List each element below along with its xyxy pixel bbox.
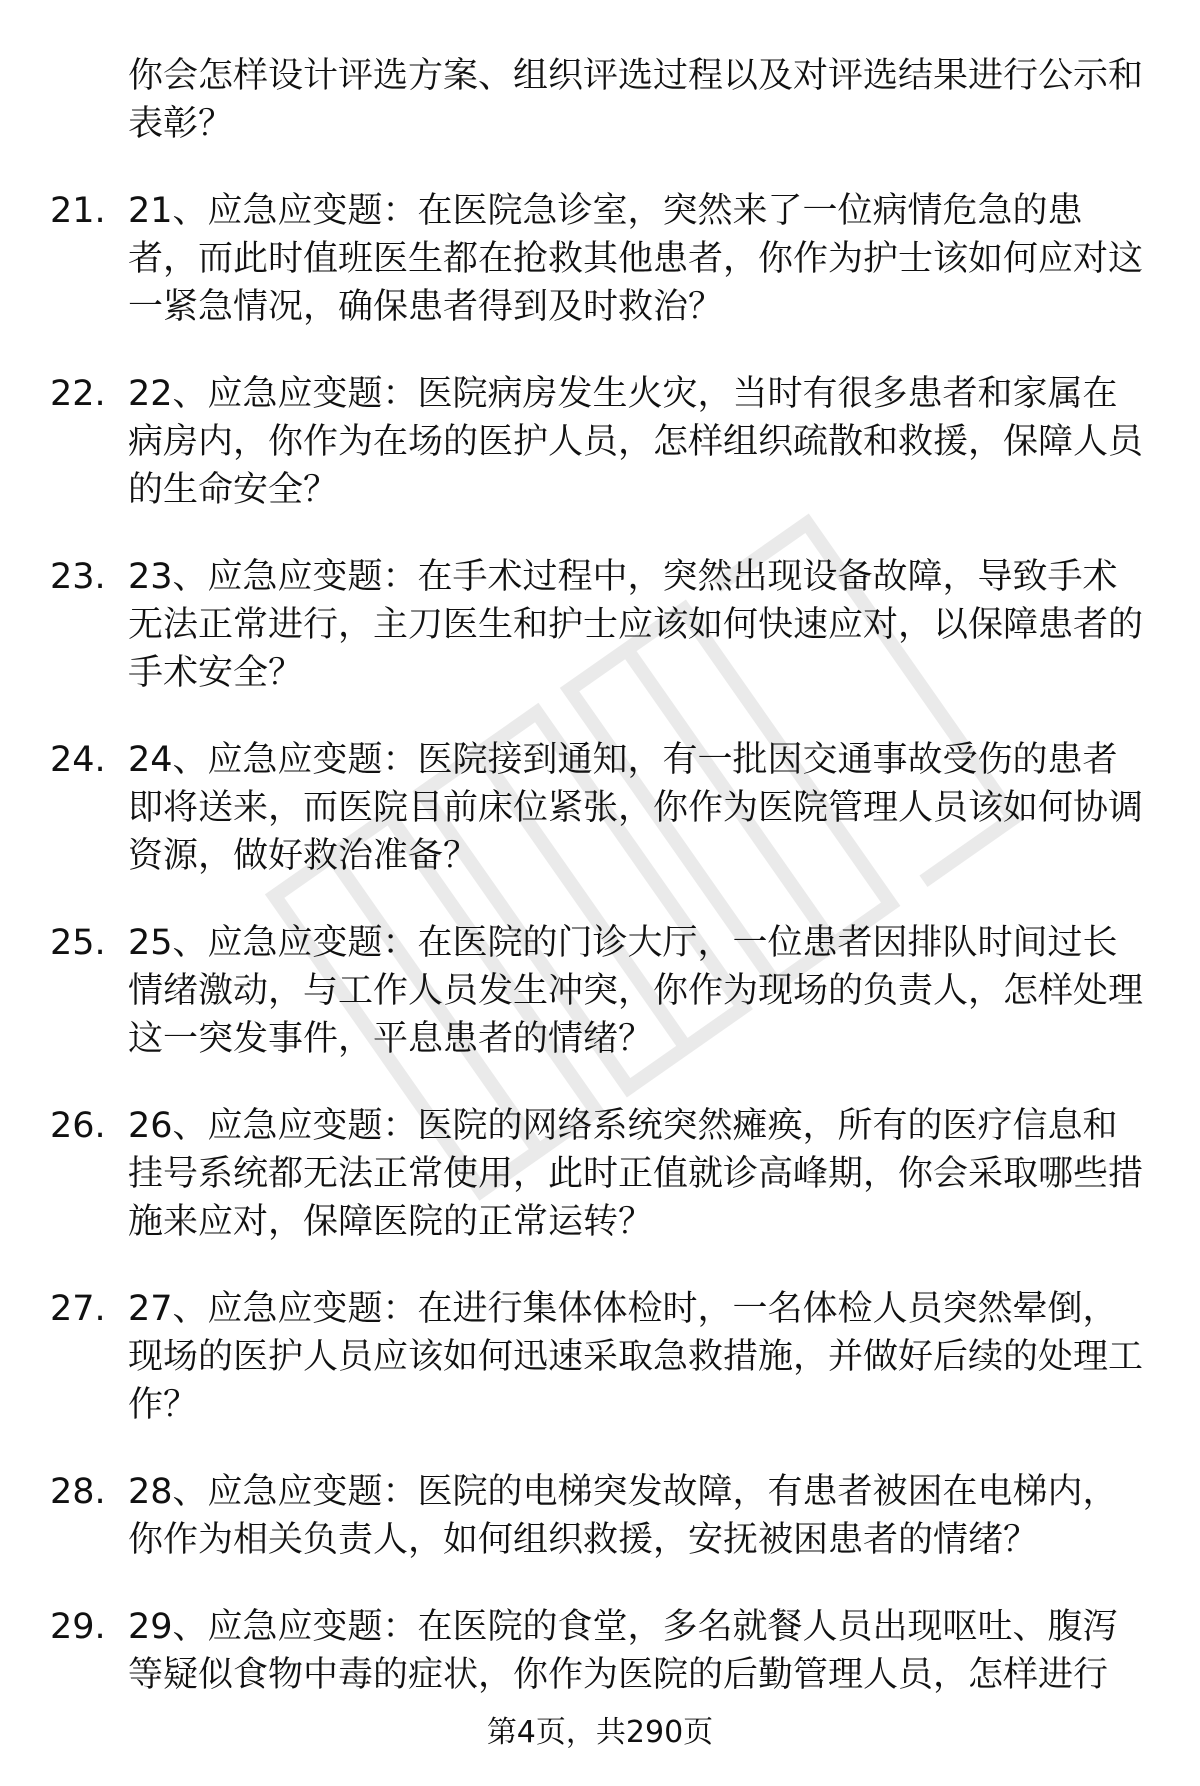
- item-number: 22.: [50, 374, 106, 414]
- list-item: [0, 187, 1200, 370]
- list-item: [0, 919, 1200, 1102]
- item-number: 29.: [50, 1607, 106, 1647]
- continuation-text: 你会怎样设计评选方案、组织评选过程以及对评选结果进行公示和表彰？: [128, 56, 1144, 144]
- item-text: 26、应急应变题：医院的网络系统突然瘫痪，所有的医疗信息和挂号系统都无法正常使用，此时正值就诊高峰期，你会采取哪些措施来应对，保障医院的正常运转？: [128, 1106, 1144, 1242]
- item-number: 27.: [50, 1289, 106, 1329]
- item-number: 28.: [50, 1472, 106, 1512]
- item-text: 25、应急应变题：在医院的门诊大厅，一位患者因排队时间过长情绪激动，与工作人员发生冲突，你作为现场的负责人，怎样处理这一突发事件，平息患者的情绪？: [128, 923, 1144, 1059]
- item-text: 28、应急应变题：医院的电梯突发故障，有患者被困在电梯内，你作为相关负责人，如何组织救援，安抚被困患者的情绪？: [128, 1472, 1118, 1560]
- item-text: 24、应急应变题：医院接到通知，有一批因交通事故受伤的患者即将送来，而医院目前床位紧张，你作为医院管理人员该如何协调资源，做好救治准备？: [128, 740, 1144, 876]
- item-text: 27、应急应变题：在进行集体体检时，一名体检人员突然晕倒，现场的医护人员应该如何迅速采取急救措施，并做好后续的处理工作？: [128, 1289, 1144, 1425]
- item-text: 29、应急应变题：在医院的食堂，多名就餐人员出现呕吐、腹泻等疑似食物中毒的症状，你作为医院的后勤管理人员，怎样进行: [128, 1607, 1118, 1695]
- list-item: [0, 1603, 1200, 1786]
- question-list: [0, 187, 1200, 1786]
- item-text: 21、应急应变题：在医院急诊室，突然来了一位病情危急的患者，而此时值班医生都在抢救其他患者，你作为护士该如何应对这一紧急情况，确保患者得到及时救治？: [128, 191, 1144, 327]
- list-item: [0, 736, 1200, 919]
- page-footer: 第4页，共290页: [486, 1715, 714, 1750]
- list-item: [0, 1285, 1200, 1468]
- list-item: [0, 1102, 1200, 1285]
- item-number: 26.: [50, 1106, 106, 1146]
- item-number: 24.: [50, 740, 106, 780]
- item-number: 25.: [50, 923, 106, 963]
- item-text: 22、应急应变题：医院病房发生火灾，当时有很多患者和家属在病房内，你作为在场的医护人员，怎样组织疏散和救援，保障人员的生命安全？: [128, 374, 1144, 510]
- item-number: 21.: [50, 191, 106, 231]
- list-item: [0, 1468, 1200, 1603]
- list-item: [0, 553, 1200, 736]
- item-number: 23.: [50, 557, 106, 597]
- list-item: [0, 370, 1200, 553]
- item-text: 23、应急应变题：在手术过程中，突然出现设备故障，导致手术无法正常进行，主刀医生和护士应该如何快速应对，以保障患者的手术安全？: [128, 557, 1144, 693]
